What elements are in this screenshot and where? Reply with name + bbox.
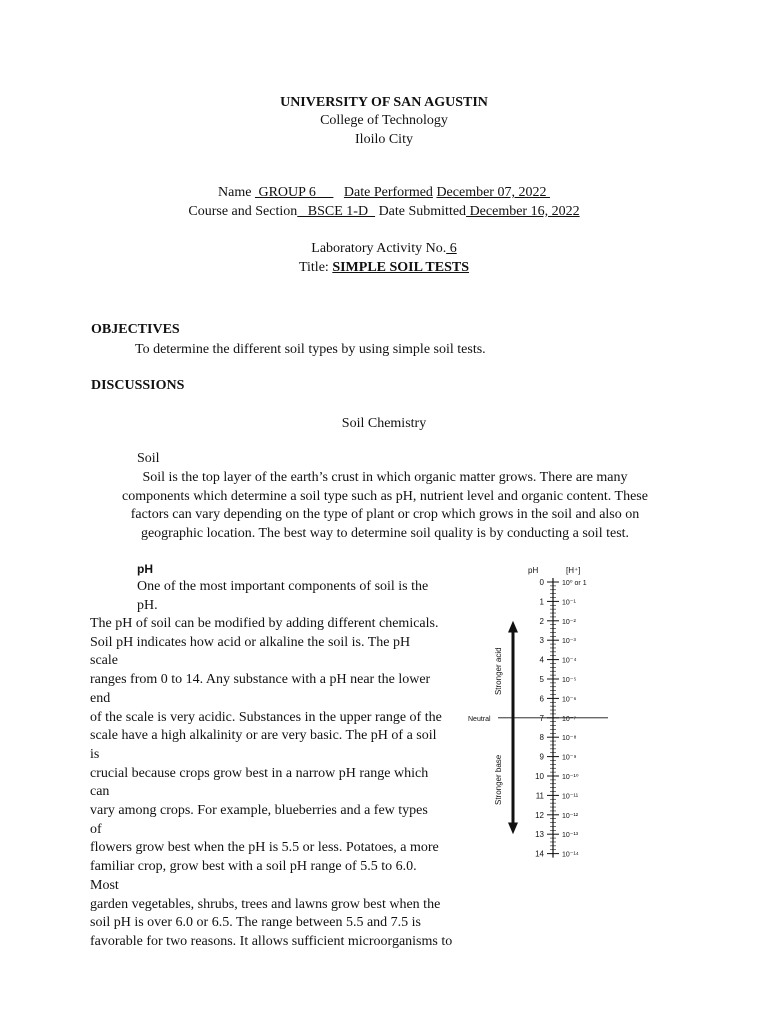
ph-tick-label: 6 [539, 694, 544, 704]
ph-paragraph [90, 615, 475, 952]
soil-line: geographic location. The best way to determine soil quality is by conducting a soil test. [140, 526, 630, 542]
h-tick-label: 10⁻¹⁴ [562, 851, 579, 859]
h-tick-label: 10⁻⁷ [562, 715, 577, 723]
ph-tick-label: 0 [539, 578, 544, 587]
soil-line: factors can vary depending on the type of plant or crop which grows in the soil and also on [130, 507, 640, 523]
h-tick-label: 10⁻¹² [562, 812, 579, 820]
discussions-heading: DISCUSSIONS [91, 378, 185, 393]
h-tick-label: 10⁻² [562, 618, 576, 626]
h-tick-label: 10⁻¹³ [562, 832, 579, 840]
ph-line: favorable for two reasons. It allows sufficient microorganisms to [90, 933, 453, 949]
date-performed-value: December 07, 2022 [436, 185, 550, 200]
date-submitted-label: Date Submitted [378, 204, 467, 219]
objectives-text: To determine the different soil types by using simple soil tests. [135, 342, 486, 357]
course-value: BSCE 1-D [297, 204, 376, 219]
ph-line: garden vegetables, shrubs, trees and lawns grow best when the [90, 896, 441, 912]
arrow-head-down-icon [508, 823, 518, 835]
ph-line: familiar crop, grow best with a soil pH range of 5.5 to 6.0. [90, 859, 417, 875]
university-name: UNIVERSITY OF SAN AGUSTIN [280, 95, 488, 110]
ph-line: can [90, 784, 110, 800]
h-tick-label: 10⁻¹⁰ [562, 774, 579, 781]
ph-tick-label: 5 [539, 675, 544, 684]
h-tick-label: 10⁻¹ [562, 599, 576, 607]
activity-label: Laboratory Activity No. [311, 241, 447, 256]
ph-tick-label: 3 [539, 636, 544, 646]
soil-paragraph [80, 469, 690, 544]
ph-line: vary among crops. For example, blueberries and a few types [90, 803, 428, 819]
ph-intro-line: pH. [137, 597, 158, 613]
course-row [0, 202, 768, 221]
ph-tick-label: 12 [535, 810, 544, 820]
name-row [0, 183, 768, 202]
ph-line: crucial because crops grow best in a narrow pH range which [90, 765, 429, 781]
h-tick-label: 10⁻³ [562, 638, 576, 646]
ph-line: of the scale is very acidic. Substances in the upper range of the [90, 709, 442, 725]
ph-tick-label: 10 [535, 772, 544, 781]
ph-line: soil pH is over 6.0 or 6.5. The range between 5.5 and 7.5 is [90, 915, 422, 931]
soil-chemistry-subtitle: Soil Chemistry [341, 416, 427, 431]
college-name: College of Technology [320, 113, 448, 128]
ph-tick-label: 9 [539, 752, 544, 762]
activity-row [0, 239, 768, 258]
ph-column-label: pH [528, 566, 539, 575]
ph-line: scale have a high alkalinity or are very basic. The pH of a soil [90, 728, 437, 744]
soil-line: components which determine a soil type such as pH, nutrient level and organic content. These [122, 488, 648, 504]
ph-tick-label: 11 [535, 791, 544, 801]
h-tick-label: 10⁰ or 1 [562, 580, 587, 587]
title-value: SIMPLE SOIL TESTS [332, 260, 470, 275]
activity-value: 6 [446, 241, 457, 256]
ph-line: flowers grow best when the pH is 5.5 or less. Potatoes, a more [90, 840, 439, 856]
h-tick-label: 10⁻⁹ [562, 754, 577, 762]
objectives-heading: OBJECTIVES [91, 322, 180, 337]
ph-line: Soil pH indicates how acid or alkaline the soil is. The pH [90, 634, 411, 650]
course-label: Course and Section [188, 204, 298, 219]
ph-intro [137, 578, 428, 615]
h-tick-label: 10⁻⁴ [562, 657, 577, 665]
title-row [0, 258, 768, 277]
h-column-label: [H⁺] [566, 566, 581, 575]
ph-line: The pH of soil can be modified by adding different chemicals. [90, 616, 439, 631]
title-label: Title: [298, 260, 329, 275]
date-submitted-value: December 16, 2022 [466, 204, 580, 219]
ph-tick-label: 8 [539, 733, 544, 743]
stronger-acid-label: Stronger acid [494, 647, 503, 696]
neutral-label: Neutral [468, 715, 491, 723]
ph-tick-label: 14 [535, 849, 544, 859]
h-tick-label: 10⁻¹¹ [562, 793, 579, 801]
soil-line: Soil is the top layer of the earth’s crust in which organic matter grows. There are many [142, 470, 628, 485]
ph-line: Most [90, 877, 119, 893]
city-name: Iloilo City [355, 132, 413, 147]
soil-heading: Soil [137, 451, 160, 466]
ph-tick-label: 2 [539, 616, 544, 626]
arrow-head-up-icon [508, 621, 518, 633]
ph-scale-figure [458, 562, 608, 862]
ph-line: of [90, 821, 102, 837]
ph-tick-label: 13 [535, 830, 544, 840]
date-performed-label: Date Performed [343, 185, 433, 200]
ph-tick-label: 4 [539, 655, 544, 665]
ph-line: is [90, 746, 100, 762]
ph-line: scale [90, 653, 118, 669]
ph-tick-label: 7 [539, 713, 544, 723]
ph-tick-label: 1 [539, 597, 544, 607]
name-label: Name [218, 185, 252, 200]
h-tick-label: 10⁻⁶ [562, 696, 577, 704]
stronger-base-label: Stronger base [494, 754, 503, 806]
h-tick-label: 10⁻⁸ [562, 735, 577, 743]
h-tick-label: 10⁻⁵ [562, 677, 577, 684]
ph-line: ranges from 0 to 14. Any substance with a pH near the lower [90, 672, 431, 688]
ph-heading: pH [137, 562, 153, 576]
ph-line: end [90, 690, 111, 706]
name-value: GROUP 6 [254, 185, 334, 200]
ph-intro-line: One of the most important components of soil is the [137, 579, 429, 594]
